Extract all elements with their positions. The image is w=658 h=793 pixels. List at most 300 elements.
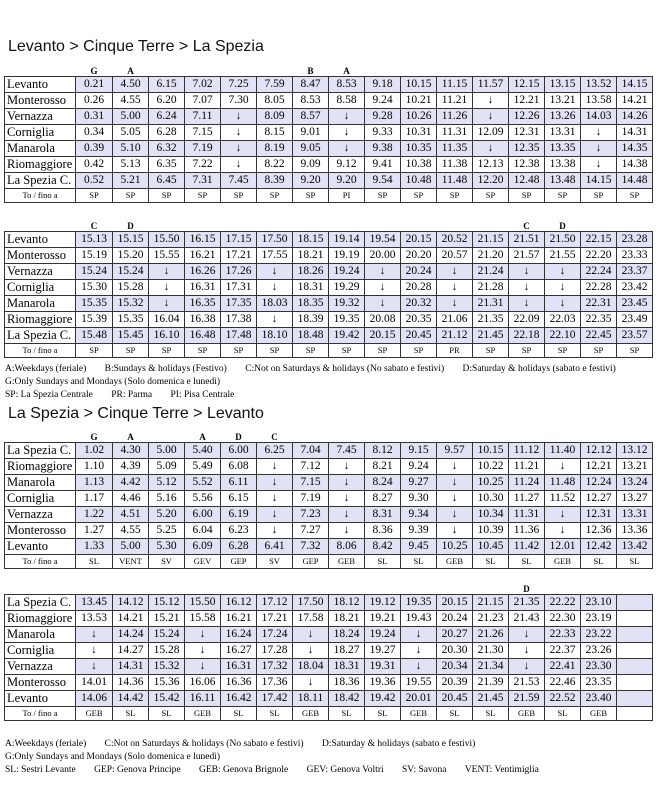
departure-time: 20.35 xyxy=(401,312,437,328)
train-code xyxy=(509,432,545,443)
station-row xyxy=(5,475,653,491)
departure-time: 15.45 xyxy=(113,328,149,344)
departure-time: 5.13 xyxy=(113,157,149,173)
no-stop-arrow-icon: ↓ xyxy=(185,627,221,643)
departure-time: 17.50 xyxy=(293,595,329,611)
departure-time: 20.01 xyxy=(401,691,437,707)
destination-code: GEP xyxy=(221,555,257,569)
no-stop-arrow-icon: ↓ xyxy=(473,141,509,157)
departure-time: 5.00 xyxy=(149,443,185,459)
departure-time: 23.45 xyxy=(617,296,653,312)
departure-time: 22.37 xyxy=(545,643,581,659)
departure-time: 14.03 xyxy=(581,109,617,125)
destination-code: GEB xyxy=(581,707,617,721)
departure-time: 13.36 xyxy=(617,523,653,539)
departure-time: 10.21 xyxy=(401,93,437,109)
departure-time: 9.41 xyxy=(365,157,401,173)
destination-code: SP xyxy=(617,189,653,203)
departure-time: 16.35 xyxy=(185,296,221,312)
no-stop-arrow-icon: ↓ xyxy=(545,264,581,280)
train-code xyxy=(545,432,581,443)
departure-time: 13.45 xyxy=(76,595,113,611)
departure-time: 18.48 xyxy=(293,328,329,344)
departure-time: 22.33 xyxy=(545,627,581,643)
departure-time: 8.31 xyxy=(365,507,401,523)
no-stop-arrow-icon: ↓ xyxy=(185,659,221,675)
legend-southbound xyxy=(5,738,539,777)
destination-code: PI xyxy=(329,189,365,203)
station-name: Riomaggiore xyxy=(5,459,76,475)
no-stop-arrow-icon: ↓ xyxy=(329,141,365,157)
departure-time: 8.53 xyxy=(293,93,329,109)
departure-time: 5.49 xyxy=(185,459,221,475)
departure-time: 10.45 xyxy=(473,539,509,555)
departure-time: 6.41 xyxy=(257,539,293,555)
train-code xyxy=(401,221,437,232)
departure-time: 18.31 xyxy=(329,659,365,675)
train-code xyxy=(401,432,437,443)
station-name: Levanto xyxy=(5,691,76,707)
departure-time: 7.19 xyxy=(293,491,329,507)
departure-time: 20.00 xyxy=(365,248,401,264)
no-stop-arrow-icon: ↓ xyxy=(401,627,437,643)
station-name: La Spezia C. xyxy=(5,595,76,611)
departure-time: 21.06 xyxy=(437,312,473,328)
departure-time: 19.27 xyxy=(365,643,401,659)
departure-time: 11.12 xyxy=(509,443,545,459)
departure-time: 9.15 xyxy=(401,443,437,459)
departure-time: 1.27 xyxy=(76,523,113,539)
departure-time: 17.31 xyxy=(221,280,257,296)
no-stop-arrow-icon: ↓ xyxy=(509,659,545,675)
departure-time: 22.30 xyxy=(545,611,581,627)
train-code xyxy=(149,66,185,77)
departure-time: 7.22 xyxy=(185,157,221,173)
departure-time: 8.12 xyxy=(365,443,401,459)
no-stop-arrow-icon: ↓ xyxy=(401,643,437,659)
departure-time: 18.36 xyxy=(329,675,365,691)
departure-time: 20.45 xyxy=(401,328,437,344)
departure-time: 6.32 xyxy=(149,141,185,157)
departure-time: 12.12 xyxy=(581,443,617,459)
departure-time: 21.15 xyxy=(473,232,509,248)
destination-row xyxy=(5,189,653,203)
departure-time: 10.34 xyxy=(473,507,509,523)
departure-time: 21.53 xyxy=(509,675,545,691)
departure-time: 21.15 xyxy=(473,595,509,611)
station-row xyxy=(5,173,653,189)
departure-time: 20.27 xyxy=(437,627,473,643)
destination-code: SP xyxy=(365,189,401,203)
no-stop-arrow-icon: ↓ xyxy=(185,643,221,659)
legend-line xyxy=(5,751,539,764)
departure-time: 15.58 xyxy=(185,611,221,627)
destination-code: SL xyxy=(76,555,113,569)
departure-time: 19.35 xyxy=(329,312,365,328)
destination-code: SP xyxy=(509,189,545,203)
destination-code: SP xyxy=(473,189,509,203)
departure-time: 4.30 xyxy=(113,443,149,459)
destination-code: PR xyxy=(437,344,473,358)
no-stop-arrow-icon: ↓ xyxy=(293,675,329,691)
departure-time: 16.26 xyxy=(185,264,221,280)
departure-time: 1.17 xyxy=(76,491,113,507)
station-name: Manarola xyxy=(5,475,76,491)
departure-time: 14.31 xyxy=(113,659,149,675)
departure-time: 22.45 xyxy=(581,328,617,344)
departure-time: 23.42 xyxy=(617,280,653,296)
departure-time: 6.35 xyxy=(149,157,185,173)
departure-time: 12.26 xyxy=(509,109,545,125)
departure-time: 23.33 xyxy=(617,248,653,264)
legend-line xyxy=(5,363,616,376)
destination-code: SP xyxy=(473,344,509,358)
departure-time: 11.38 xyxy=(437,157,473,173)
departure-time: 20.24 xyxy=(437,611,473,627)
departure-time: 15.32 xyxy=(149,659,185,675)
no-stop-arrow-icon: ↓ xyxy=(329,475,365,491)
departure-time: 1.33 xyxy=(76,539,113,555)
station-row xyxy=(5,659,653,675)
destination-code: GEP xyxy=(293,555,329,569)
departure-time: 20.15 xyxy=(365,328,401,344)
timetable-la-spezia-to-levanto-morning xyxy=(4,432,653,569)
departure-time xyxy=(617,643,653,659)
departure-time: 10.48 xyxy=(401,173,437,189)
departure-time: 9.30 xyxy=(401,491,437,507)
station-name: Vernazza xyxy=(5,109,76,125)
destination-code: SP xyxy=(581,189,617,203)
timetable-levanto-to-la-spezia-afternoon xyxy=(4,221,653,358)
departure-time: 22.18 xyxy=(509,328,545,344)
station-name: Levanto xyxy=(5,539,76,555)
departure-time: 12.48 xyxy=(509,173,545,189)
departure-time: 12.20 xyxy=(473,173,509,189)
train-code: A xyxy=(199,432,206,442)
legend-item: G:Only Sundays and Mondays (Solo domenica e lunedì) xyxy=(5,752,221,762)
departure-time: 18.10 xyxy=(257,328,293,344)
destination-code: SP xyxy=(113,189,149,203)
station-row xyxy=(5,491,653,507)
no-stop-arrow-icon: ↓ xyxy=(437,491,473,507)
legend-item: B:Sundays & holidays (Festivo) xyxy=(104,364,227,374)
departure-time: 14.36 xyxy=(113,675,149,691)
departure-time: 18.15 xyxy=(293,232,329,248)
departure-time: 15.36 xyxy=(149,675,185,691)
departure-time: 5.00 xyxy=(113,539,149,555)
departure-time: 15.28 xyxy=(113,280,149,296)
departure-time: 14.21 xyxy=(113,611,149,627)
train-code xyxy=(329,584,365,595)
station-row xyxy=(5,312,653,328)
train-code xyxy=(473,221,509,232)
departure-time: 23.49 xyxy=(617,312,653,328)
no-stop-arrow-icon: ↓ xyxy=(365,280,401,296)
departure-time: 4.55 xyxy=(113,523,149,539)
train-code xyxy=(293,584,329,595)
departure-time: 7.45 xyxy=(329,443,365,459)
train-code xyxy=(221,584,257,595)
no-stop-arrow-icon: ↓ xyxy=(437,264,473,280)
train-code xyxy=(149,221,185,232)
legend-item: SP: La Spezia Centrale xyxy=(5,390,93,400)
departure-time: 13.26 xyxy=(545,109,581,125)
departure-time: 15.28 xyxy=(149,643,185,659)
departure-time: 9.24 xyxy=(365,93,401,109)
departure-time: 16.27 xyxy=(221,643,257,659)
departure-time: 18.26 xyxy=(293,264,329,280)
no-stop-arrow-icon: ↓ xyxy=(257,475,293,491)
departure-time: 7.25 xyxy=(221,77,257,93)
legend-item: G:Only Sundays and Mondays (Solo domenica e lunedì) xyxy=(5,377,221,387)
departure-time: 14.24 xyxy=(113,627,149,643)
no-stop-arrow-icon: ↓ xyxy=(437,475,473,491)
departure-time: 6.11 xyxy=(221,475,257,491)
no-stop-arrow-icon: ↓ xyxy=(149,296,185,312)
no-stop-arrow-icon: ↓ xyxy=(545,507,581,523)
destination-code: GEB xyxy=(185,707,221,721)
departure-time: 14.15 xyxy=(617,77,653,93)
departure-time: 14.15 xyxy=(581,173,617,189)
no-stop-arrow-icon: ↓ xyxy=(437,523,473,539)
train-code xyxy=(185,66,221,77)
departure-time: 21.31 xyxy=(473,296,509,312)
departure-time: 21.34 xyxy=(473,659,509,675)
departure-time: 17.38 xyxy=(221,312,257,328)
departure-time: 7.15 xyxy=(293,475,329,491)
departure-time: 4.51 xyxy=(113,507,149,523)
destination-code: SP xyxy=(257,189,293,203)
departure-time: 7.59 xyxy=(257,77,293,93)
departure-time: 9.38 xyxy=(365,141,401,157)
departure-time: 22.03 xyxy=(545,312,581,328)
departure-time: 12.38 xyxy=(509,157,545,173)
departure-time: 4.55 xyxy=(113,93,149,109)
departure-time: 15.24 xyxy=(113,264,149,280)
destination-code: SP xyxy=(545,189,581,203)
no-stop-arrow-icon: ↓ xyxy=(221,157,257,173)
no-stop-arrow-icon: ↓ xyxy=(257,312,293,328)
train-code xyxy=(365,584,401,595)
train-code xyxy=(581,66,617,77)
departure-time: 9.45 xyxy=(401,539,437,555)
departure-time: 20.20 xyxy=(401,248,437,264)
station-name: Corniglia xyxy=(5,491,76,507)
destination-code: GEB xyxy=(329,555,365,569)
station-row xyxy=(5,595,653,611)
departure-time: 17.24 xyxy=(257,627,293,643)
departure-time: 15.42 xyxy=(149,691,185,707)
train-code xyxy=(581,432,617,443)
departure-time: 17.50 xyxy=(257,232,293,248)
departure-time: 16.31 xyxy=(185,280,221,296)
departure-time: 7.07 xyxy=(185,93,221,109)
departure-time: 16.48 xyxy=(185,328,221,344)
departure-time: 17.35 xyxy=(221,296,257,312)
destination-code: SL xyxy=(509,555,545,569)
header-spacer xyxy=(5,432,76,443)
destination-row xyxy=(5,707,653,721)
no-stop-arrow-icon: ↓ xyxy=(581,125,617,141)
departure-time: 17.36 xyxy=(257,675,293,691)
destination-code: SL xyxy=(473,707,509,721)
no-stop-arrow-icon: ↓ xyxy=(149,264,185,280)
station-name: Corniglia xyxy=(5,125,76,141)
departure-time: 21.12 xyxy=(437,328,473,344)
train-code xyxy=(581,221,617,232)
station-name: La Spezia C. xyxy=(5,443,76,459)
departure-time: 23.35 xyxy=(581,675,617,691)
departure-time: 14.42 xyxy=(113,691,149,707)
departure-time: 23.22 xyxy=(581,627,617,643)
departure-time: 17.48 xyxy=(221,328,257,344)
train-code: A xyxy=(127,66,134,76)
station-row xyxy=(5,611,653,627)
departure-time: 16.36 xyxy=(221,675,257,691)
departure-time: 16.04 xyxy=(149,312,185,328)
departure-time: 16.24 xyxy=(221,627,257,643)
departure-time: 15.50 xyxy=(185,595,221,611)
train-code xyxy=(257,584,293,595)
departure-time: 14.26 xyxy=(617,109,653,125)
legend-item: A:Weekdays (feriale) xyxy=(5,364,87,374)
legend-item: D:Saturday & holidays (sabato e festivi) xyxy=(321,739,476,749)
no-stop-arrow-icon: ↓ xyxy=(293,627,329,643)
destination-code: SP xyxy=(76,189,113,203)
departure-time: 15.21 xyxy=(149,611,185,627)
section-title-northbound: Levanto > Cinque Terre > La Spezia xyxy=(8,38,264,55)
departure-time: 10.26 xyxy=(401,109,437,125)
train-code-row xyxy=(5,221,653,232)
departure-time: 12.27 xyxy=(581,491,617,507)
station-name: Vernazza xyxy=(5,659,76,675)
departure-time: 8.05 xyxy=(257,93,293,109)
departure-time: 8.36 xyxy=(365,523,401,539)
departure-time: 17.21 xyxy=(221,248,257,264)
departure-time: 19.19 xyxy=(329,248,365,264)
departure-time: 15.30 xyxy=(76,280,113,296)
departure-time: 17.12 xyxy=(257,595,293,611)
station-name: Manarola xyxy=(5,296,76,312)
departure-time: 9.12 xyxy=(329,157,365,173)
no-stop-arrow-icon: ↓ xyxy=(257,491,293,507)
no-stop-arrow-icon: ↓ xyxy=(509,627,545,643)
train-code: G xyxy=(90,432,98,442)
train-code xyxy=(257,66,293,77)
legend-line xyxy=(5,764,539,777)
departure-time: 5.10 xyxy=(113,141,149,157)
departure-time: 12.13 xyxy=(473,157,509,173)
destination-code: GEB xyxy=(76,707,113,721)
departure-time: 23.26 xyxy=(581,643,617,659)
departure-time: 19.36 xyxy=(365,675,401,691)
train-code xyxy=(221,221,257,232)
legend-item: D:Saturday & holidays (sabato e festivi) xyxy=(462,364,616,374)
no-stop-arrow-icon: ↓ xyxy=(509,264,545,280)
destination-label: To / fino a xyxy=(5,555,76,569)
departure-time: 20.39 xyxy=(437,675,473,691)
departure-time: 22.10 xyxy=(545,328,581,344)
departure-time: 12.42 xyxy=(581,539,617,555)
destination-code: SL xyxy=(149,707,185,721)
train-code xyxy=(401,584,437,595)
no-stop-arrow-icon: ↓ xyxy=(365,296,401,312)
no-stop-arrow-icon: ↓ xyxy=(257,280,293,296)
departure-time: 22.20 xyxy=(581,248,617,264)
departure-time: 22.52 xyxy=(545,691,581,707)
departure-time: 6.28 xyxy=(221,539,257,555)
departure-time: 9.20 xyxy=(329,173,365,189)
train-code: A xyxy=(343,66,350,76)
departure-time xyxy=(617,611,653,627)
train-code xyxy=(545,66,581,77)
departure-time: 16.38 xyxy=(185,312,221,328)
departure-time: 22.31 xyxy=(581,296,617,312)
legend-item: GEB: Genova Brignole xyxy=(199,765,289,775)
train-code xyxy=(473,432,509,443)
no-stop-arrow-icon: ↓ xyxy=(76,627,113,643)
destination-code xyxy=(617,707,653,721)
departure-time: 8.22 xyxy=(257,157,293,173)
departure-time: 16.42 xyxy=(221,691,257,707)
departure-time: 5.30 xyxy=(149,539,185,555)
departure-time: 0.26 xyxy=(76,93,113,109)
header-spacer xyxy=(5,221,76,232)
departure-time: 22.35 xyxy=(581,312,617,328)
departure-time: 5.25 xyxy=(149,523,185,539)
departure-time: 20.45 xyxy=(437,691,473,707)
station-row xyxy=(5,675,653,691)
no-stop-arrow-icon: ↓ xyxy=(473,93,509,109)
no-stop-arrow-icon: ↓ xyxy=(257,523,293,539)
legend-item: PR: Parma xyxy=(111,390,153,400)
destination-code: GEV xyxy=(185,555,221,569)
destination-code: GEB xyxy=(293,707,329,721)
legend-item: VENT: Ventimiglia xyxy=(464,765,539,775)
station-row xyxy=(5,77,653,93)
departure-time: 20.57 xyxy=(437,248,473,264)
departure-time: 8.27 xyxy=(365,491,401,507)
departure-time: 5.09 xyxy=(149,459,185,475)
station-row xyxy=(5,109,653,125)
departure-time: 7.11 xyxy=(185,109,221,125)
departure-time: 19.32 xyxy=(329,296,365,312)
departure-time: 0.34 xyxy=(76,125,113,141)
legend-item: SL: Sestri Levante xyxy=(5,765,76,775)
destination-code: SL xyxy=(473,555,509,569)
departure-time: 18.27 xyxy=(329,643,365,659)
train-code xyxy=(365,66,401,77)
departure-time: 6.15 xyxy=(221,491,257,507)
departure-time: 23.57 xyxy=(617,328,653,344)
train-code: D xyxy=(235,432,242,442)
departure-time: 17.21 xyxy=(257,611,293,627)
departure-time: 9.27 xyxy=(401,475,437,491)
train-code: A xyxy=(127,432,134,442)
departure-time xyxy=(617,675,653,691)
departure-time: 14.27 xyxy=(113,643,149,659)
departure-time: 22.09 xyxy=(509,312,545,328)
departure-time: 13.31 xyxy=(545,125,581,141)
departure-time: 9.09 xyxy=(293,157,329,173)
departure-time: 19.43 xyxy=(401,611,437,627)
departure-time: 19.42 xyxy=(365,691,401,707)
no-stop-arrow-icon: ↓ xyxy=(221,125,257,141)
train-code xyxy=(437,221,473,232)
no-stop-arrow-icon: ↓ xyxy=(545,459,581,475)
train-code xyxy=(581,584,617,595)
departure-time: 20.52 xyxy=(437,232,473,248)
